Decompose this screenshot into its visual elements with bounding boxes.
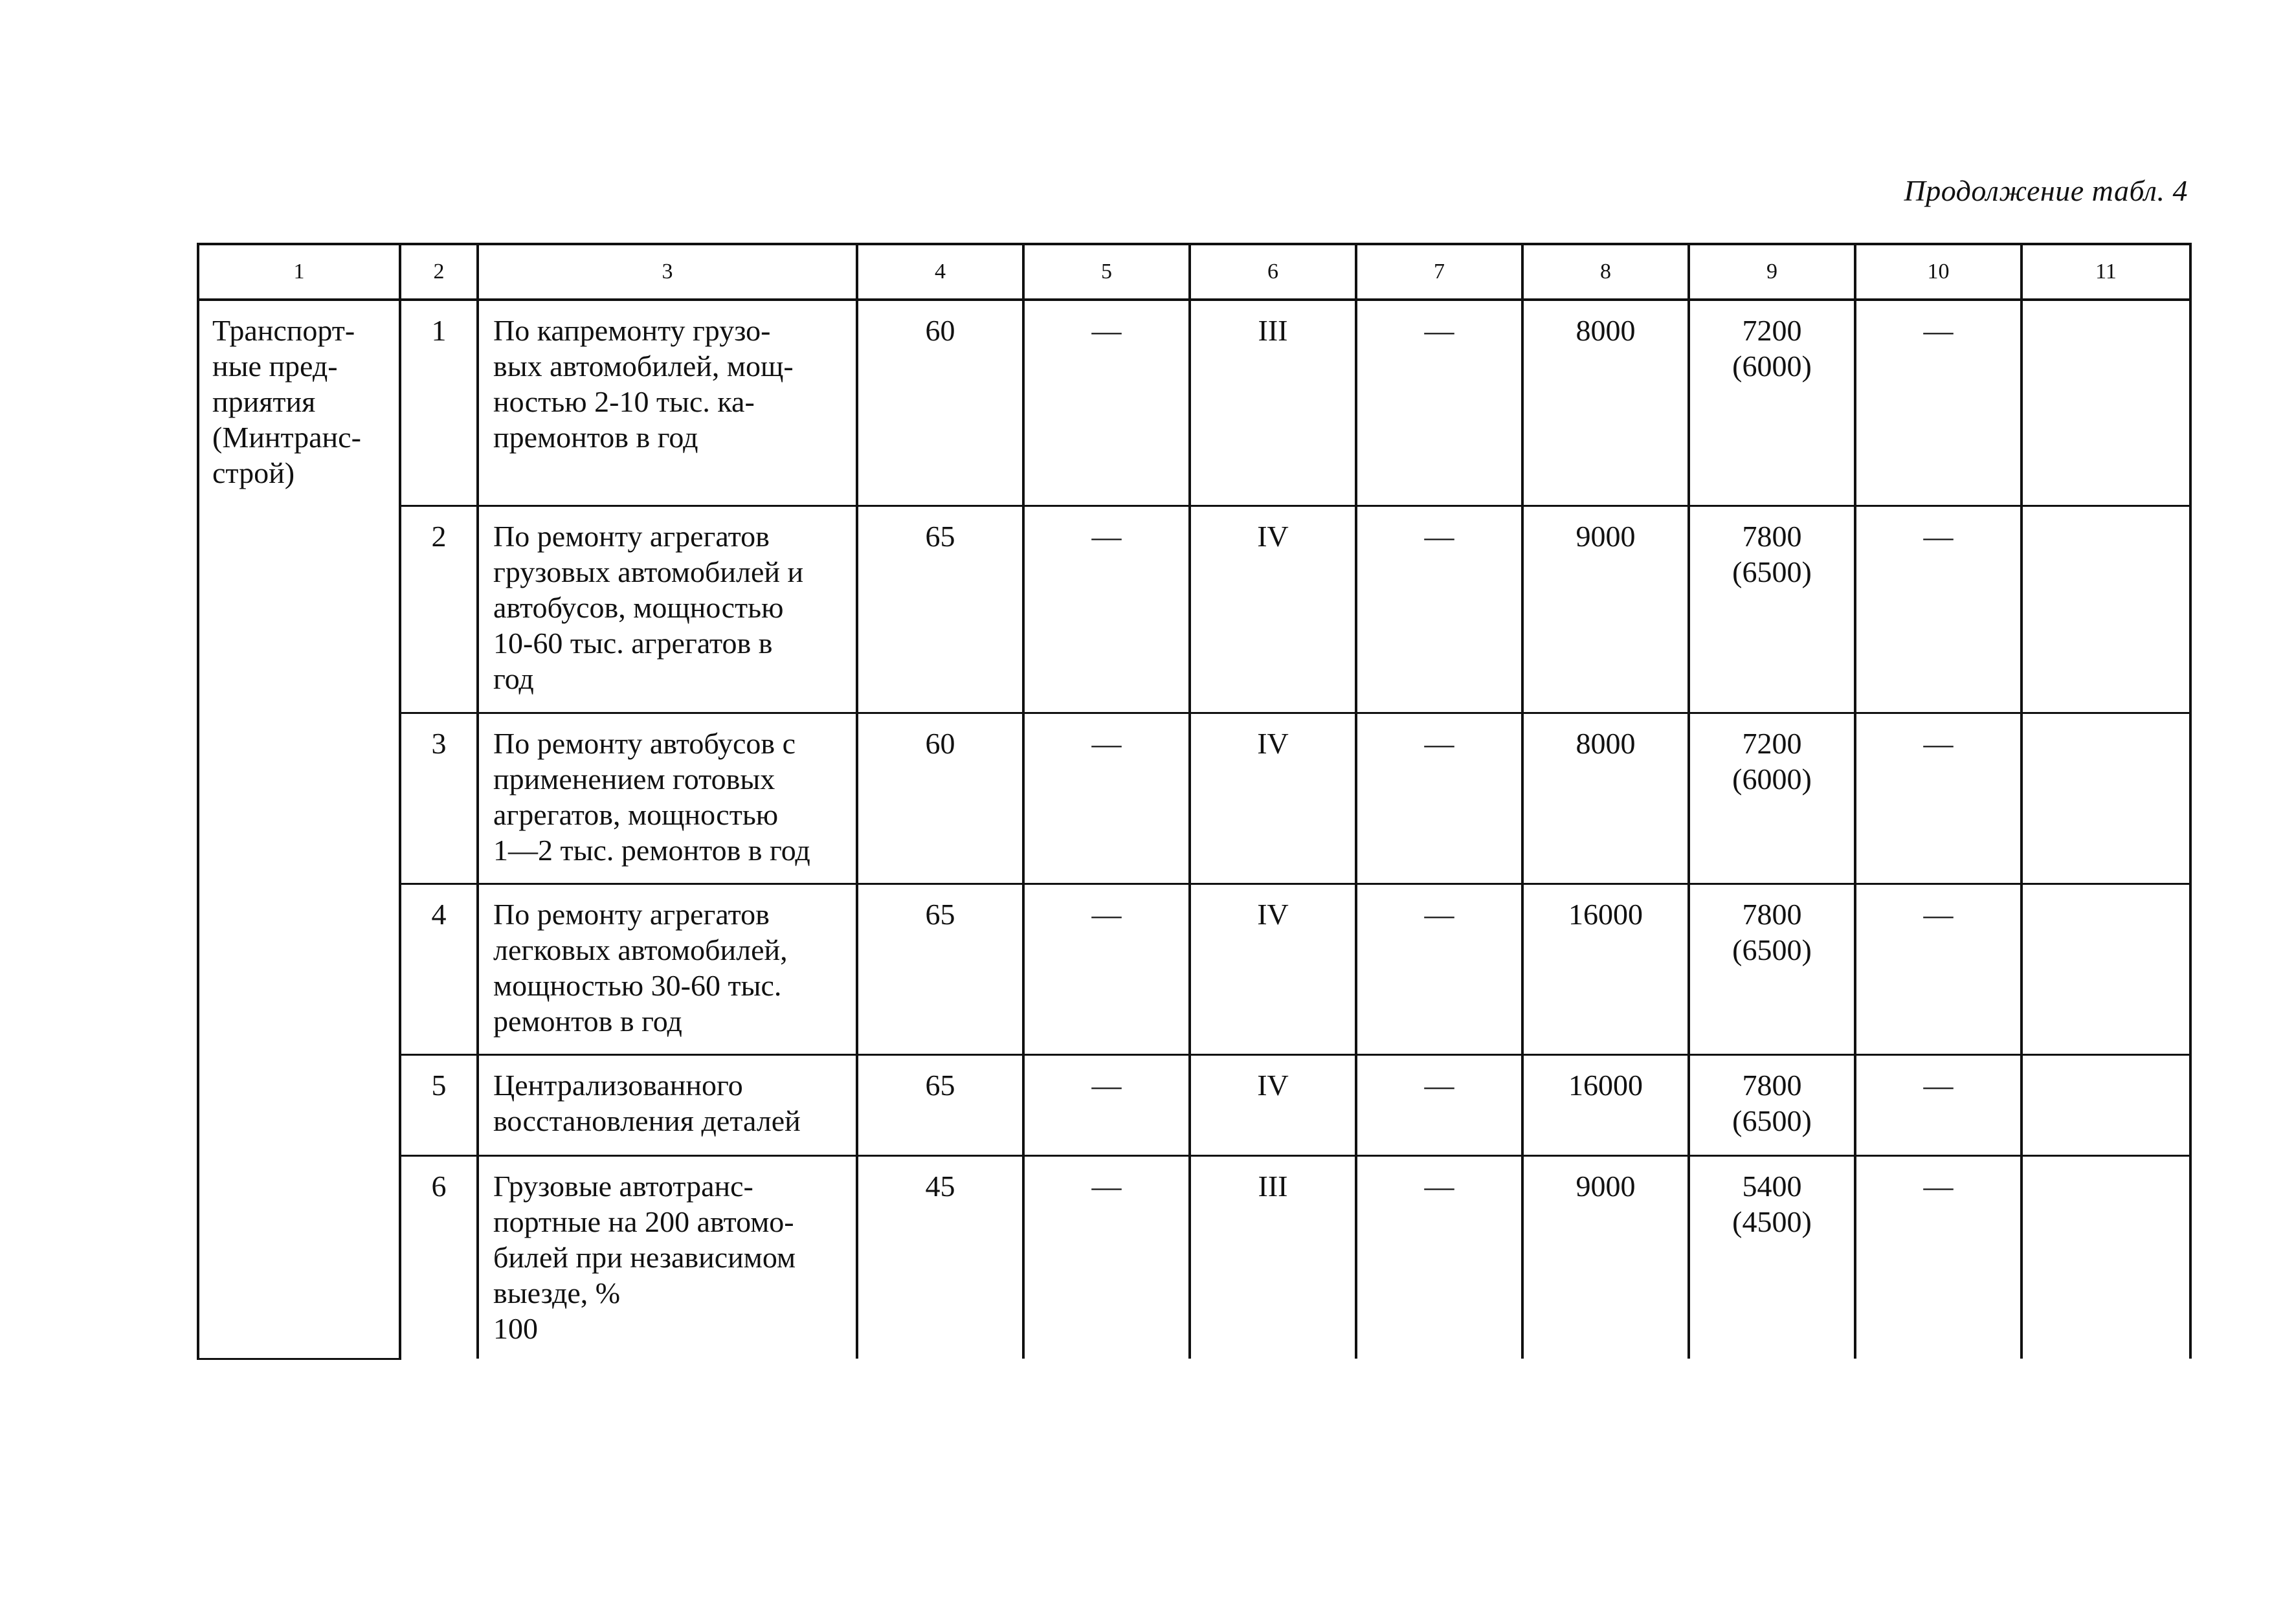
- cell-col8: 9000: [1522, 1155, 1689, 1359]
- group-label-line: ные пред-: [212, 350, 338, 383]
- cell-col9: [1689, 506, 1855, 713]
- cell-col9-value: 7200: [1742, 314, 1802, 347]
- row-number: 6: [400, 1155, 478, 1359]
- row-description: [478, 1155, 857, 1359]
- cell-col5: —: [1023, 1054, 1190, 1155]
- cell-col5: —: [1023, 1155, 1190, 1359]
- cell-col10: —: [1855, 713, 2021, 884]
- cell-col5: —: [1023, 713, 1190, 884]
- column-header: 10: [1855, 244, 2021, 300]
- description-line: Грузовые автотранс-: [493, 1169, 753, 1203]
- row-number: 2: [400, 506, 478, 713]
- column-header: 3: [478, 244, 857, 300]
- cell-col11: [2021, 1054, 2190, 1155]
- column-header: 7: [1356, 244, 1522, 300]
- description-line: По ремонту агрегатов: [493, 519, 770, 553]
- cell-col9-value: 7200: [1742, 726, 1802, 760]
- group-label-line: строй): [212, 456, 295, 489]
- description-line: 100: [493, 1311, 538, 1345]
- cell-col9-value: 7800: [1742, 519, 1802, 553]
- cell-col11: [2021, 1155, 2190, 1359]
- cell-col9: [1689, 1054, 1855, 1155]
- cell-col9-value: 5400: [1742, 1169, 1802, 1203]
- cell-col9: [1689, 884, 1855, 1054]
- cell-col5: —: [1023, 300, 1190, 506]
- column-header: 5: [1023, 244, 1190, 300]
- description-line: По капремонту грузо-: [493, 314, 771, 347]
- cell-col4: 65: [857, 884, 1023, 1054]
- row-number: 5: [400, 1054, 478, 1155]
- cell-col4: 65: [857, 1054, 1023, 1155]
- cell-col8: 16000: [1522, 884, 1689, 1054]
- description-line: выезде, %: [493, 1276, 621, 1309]
- cell-col4: 60: [857, 300, 1023, 506]
- column-header: 2: [400, 244, 478, 300]
- description-line: восстановления деталей: [493, 1104, 801, 1137]
- table-row: [198, 884, 2190, 1054]
- column-header: 6: [1190, 244, 1356, 300]
- data-table: [197, 243, 2192, 1360]
- row-number: 1: [400, 300, 478, 506]
- cell-col4: 65: [857, 506, 1023, 713]
- cell-col9: [1689, 300, 1855, 506]
- cell-col9-value: 7800: [1742, 1068, 1802, 1102]
- cell-col10: —: [1855, 1054, 2021, 1155]
- description-line: По ремонту автобусов с: [493, 726, 796, 760]
- cell-col9-value: 7800: [1742, 897, 1802, 931]
- cell-col7: —: [1356, 1054, 1522, 1155]
- description-line: грузовых автомобилей и: [493, 555, 804, 588]
- cell-col7: —: [1356, 884, 1522, 1054]
- row-description: [478, 884, 857, 1054]
- row-description: [478, 506, 857, 713]
- cell-col7: —: [1356, 506, 1522, 713]
- cell-col11: [2021, 884, 2190, 1054]
- description-line: применением готовых: [493, 762, 775, 795]
- description-line: По ремонту агрегатов: [493, 897, 770, 931]
- description-line: год: [493, 662, 534, 695]
- cell-col5: —: [1023, 506, 1190, 713]
- description-line: вых автомобилей, мощ-: [493, 350, 794, 383]
- cell-col11: [2021, 506, 2190, 713]
- row-number: 3: [400, 713, 478, 884]
- cell-col9-alt-value: (6000): [1732, 762, 1812, 795]
- cell-col9-alt-value: (6500): [1732, 555, 1812, 588]
- table-row: [198, 1054, 2190, 1155]
- cell-col6: III: [1190, 1155, 1356, 1359]
- cell-col6: IV: [1190, 1054, 1356, 1155]
- cell-col11: [2021, 713, 2190, 884]
- group-label-line: (Минтранс-: [212, 421, 361, 454]
- description-line: агрегатов, мощностью: [493, 797, 779, 831]
- row-number: 4: [400, 884, 478, 1054]
- cell-col9: [1689, 1155, 1855, 1359]
- cell-col10: —: [1855, 884, 2021, 1054]
- cell-col7: —: [1356, 300, 1522, 506]
- group-label-line: приятия: [212, 385, 316, 418]
- row-description: [478, 300, 857, 506]
- group-cell: [198, 300, 400, 1359]
- column-header: 1: [198, 244, 400, 300]
- cell-col10: —: [1855, 300, 2021, 506]
- description-line: Централизованного: [493, 1068, 743, 1102]
- cell-col8: 8000: [1522, 300, 1689, 506]
- column-header: 8: [1522, 244, 1689, 300]
- table-caption: Продолжение табл. 4: [1904, 174, 2188, 207]
- table-row: [198, 506, 2190, 713]
- cell-col8: 8000: [1522, 713, 1689, 884]
- cell-col11: [2021, 300, 2190, 506]
- cell-col10: —: [1855, 506, 2021, 713]
- cell-col7: —: [1356, 1155, 1522, 1359]
- cell-col10: —: [1855, 1155, 2021, 1359]
- cell-col6: IV: [1190, 713, 1356, 884]
- description-line: автобусов, мощностью: [493, 590, 784, 624]
- cell-col9-alt-value: (4500): [1732, 1205, 1812, 1238]
- cell-col4: 45: [857, 1155, 1023, 1359]
- cell-col4: 60: [857, 713, 1023, 884]
- column-header: 4: [857, 244, 1023, 300]
- row-description: [478, 1054, 857, 1155]
- column-header: 9: [1689, 244, 1855, 300]
- table-row: [198, 1155, 2190, 1359]
- description-line: билей при независимом: [493, 1240, 796, 1274]
- description-line: 1—2 тыс. ремонтов в год: [493, 833, 810, 867]
- cell-col9-alt-value: (6500): [1732, 933, 1812, 966]
- description-line: ностью 2-10 тыс. ка-: [493, 385, 755, 418]
- cell-col7: —: [1356, 713, 1522, 884]
- table-row: [198, 713, 2190, 884]
- description-line: мощностью 30-60 тыс.: [493, 968, 782, 1002]
- cell-col6: III: [1190, 300, 1356, 506]
- cell-col9-alt-value: (6500): [1732, 1104, 1812, 1137]
- column-number-header: [198, 244, 2190, 300]
- description-line: 10-60 тыс. агрегатов в: [493, 626, 773, 660]
- column-header: 11: [2021, 244, 2190, 300]
- description-line: легковых автомобилей,: [493, 933, 788, 966]
- cell-col5: —: [1023, 884, 1190, 1054]
- cell-col9-alt-value: (6000): [1732, 350, 1812, 383]
- cell-col8: 9000: [1522, 506, 1689, 713]
- row-description: [478, 713, 857, 884]
- group-label-line: Транспорт-: [212, 314, 355, 347]
- description-line: премонтов в год: [493, 421, 698, 454]
- table-row: [198, 300, 2190, 506]
- cell-col8: 16000: [1522, 1054, 1689, 1155]
- cell-col9: [1689, 713, 1855, 884]
- cell-col6: IV: [1190, 884, 1356, 1054]
- cell-col6: IV: [1190, 506, 1356, 713]
- description-line: ремонтов в год: [493, 1004, 682, 1038]
- description-line: портные на 200 автомо-: [493, 1205, 794, 1238]
